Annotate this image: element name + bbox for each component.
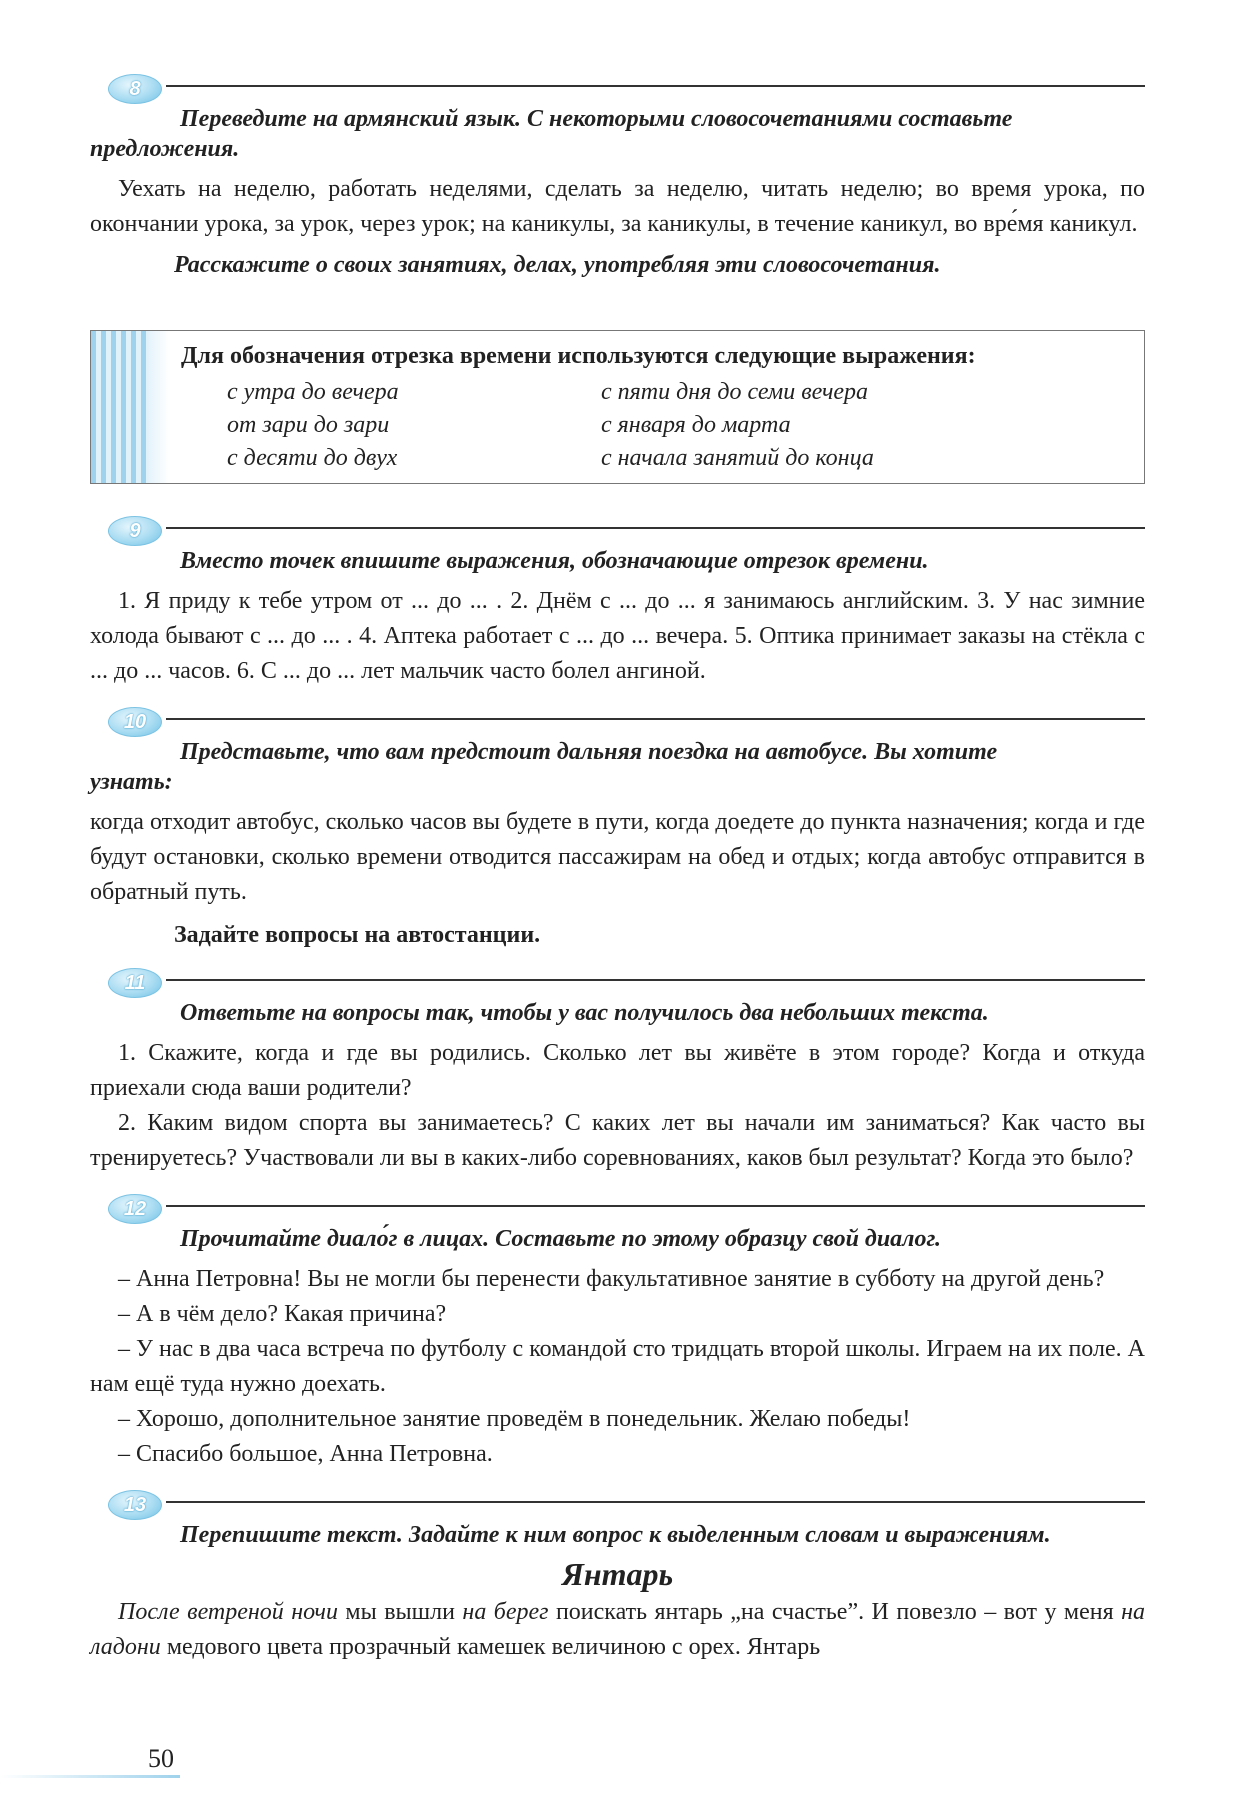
dialogue-line: – Анна Петровна! Вы не могли бы перенести факультативное занятие в субботу на другой день? (118, 1266, 1105, 1292)
exercise-8-task: Расскажите о своих занятиях, делах, употребляя эти словосочетания. (174, 252, 941, 278)
story-title: Янтарь (561, 1556, 674, 1592)
exercise-9-title: Вместо точек впишите выражения, обозначающие отрезок времени. (180, 548, 929, 574)
dialogue-line: – У нас в два часа встреча по футболу с командой сто тридцать второй школы. Играем на их поле. А нам ещё туда нужно доехать. (90, 1336, 1145, 1397)
highlighted-phrase: на берег (462, 1599, 549, 1625)
exercise-10-header (90, 703, 1145, 737)
exercise-13-header (90, 1486, 1145, 1520)
dialogue-line: – А в чём дело? Какая причина? (118, 1301, 447, 1327)
story-text: После ветреной ночи мы вышли на берег поискать янтарь „на счастье”. И повезло – вот у меня на ладони медового цвета прозрачный камешек величиною с орех. Янтарь (90, 1599, 1145, 1660)
exercise-11-question-2: 2. Каким видом спорта вы занимаетесь? С каких лет вы начали им заниматься? Как часто вы тренируетесь? Участвовали ли вы в каких-либо соревнованиях, каков был результат? Когда это было? (90, 1110, 1145, 1171)
header-rule (166, 1501, 1145, 1503)
exercise-11-header (90, 964, 1145, 998)
exercise-number-badge: 9 (108, 516, 162, 546)
dialogue-line: – Хорошо, дополнительное занятие проведём в понедельник. Желаю победы! (118, 1406, 911, 1432)
dialogue-line: – Спасибо большое, Анна Петровна. (118, 1441, 493, 1467)
exercise-12-header (90, 1190, 1145, 1224)
exercise-10-text: когда отходит автобус, сколько часов вы будете в пути, когда доедете до пункта назначения; когда и где будут остановки, сколько времени отводится пассажирам на обед и отдых; когда автобус отправится в обратный путь. (90, 809, 1145, 905)
rule-right-3: с начала занятий до конца (601, 445, 874, 471)
exercise-number-badge: 13 (108, 1490, 162, 1520)
exercise-10-task: Задайте вопросы на автостанции. (174, 922, 541, 948)
header-rule (166, 85, 1145, 87)
exercise-11-question-1: 1. Скажите, когда и где вы родились. Сколько лет вы живёте в этом городе? Когда и откуда приехали сюда ваши родители? (90, 1040, 1145, 1101)
exercise-9-header (90, 512, 1145, 546)
rule-left-3: с десяти до двух (227, 445, 398, 471)
exercise-9-text: 1. Я приду к тебе утром от ... до ... . 2. Днём с ... до ... я занимаюсь английским. 3. У нас зимние холода бывают с ... до ... . 4. Аптека работает с ... до ... вечера. 5. Оптика принимает заказы на стёкла с ... до ... часов. 6. С ... до ... лет мальчик часто болел ангиной. (90, 588, 1145, 684)
exercise-number-badge: 12 (108, 1194, 162, 1224)
header-rule (166, 718, 1145, 720)
rule-left-1: с утра до вечера (227, 379, 399, 405)
exercise-number-badge: 11 (108, 968, 162, 998)
exercise-number-badge: 8 (108, 74, 162, 104)
footer-rule (0, 1775, 180, 1778)
exercise-13-title: Перепишите текст. Задайте к ним вопрос к выделенным словам и выражениям. (180, 1522, 1051, 1548)
highlighted-phrase: После ветреной ночи (118, 1599, 338, 1625)
textbook-page (90, 70, 1145, 1665)
rule-right-2: с января до марта (601, 412, 791, 438)
highlighted-phrase: на ладони (90, 1599, 1145, 1660)
rule-title: Для обозначения отрезка времени используются следующие выражения: (181, 343, 976, 369)
exercise-8-text: Уехать на неделю, работать неделями, сделать за неделю, читать неделю; во время урока, по окончании урока, за урок, через урок; на каникулы, за каникулы, в течение каникул, во вре́мя каникул. (90, 176, 1145, 237)
exercise-11-title: Ответьте на вопросы так, чтобы у вас получилось два небольших текста. (180, 1000, 989, 1026)
exercise-8-header (90, 70, 1145, 104)
rule-box (90, 330, 1145, 484)
page-number: 50 (148, 1744, 174, 1773)
exercise-8-title: Переведите на армянский язык. С некоторыми словосочетаниями составьте предложения. (90, 106, 1013, 162)
exercise-12-title: Прочитайте диало́г в лицах. Составьте по этому образцу свой диалог. (180, 1226, 942, 1252)
header-rule (166, 1205, 1145, 1207)
exercise-10-title: Представьте, что вам предстоит дальняя поездка на автобусе. Вы хотите узнать: (90, 739, 998, 795)
header-rule (166, 979, 1145, 981)
exercise-number-badge: 10 (108, 707, 162, 737)
rule-right-1: с пяти дня до семи вечера (601, 379, 869, 405)
header-rule (166, 527, 1145, 529)
rule-left-2: от зари до зари (227, 412, 390, 438)
rule-box-stripes (91, 331, 147, 483)
